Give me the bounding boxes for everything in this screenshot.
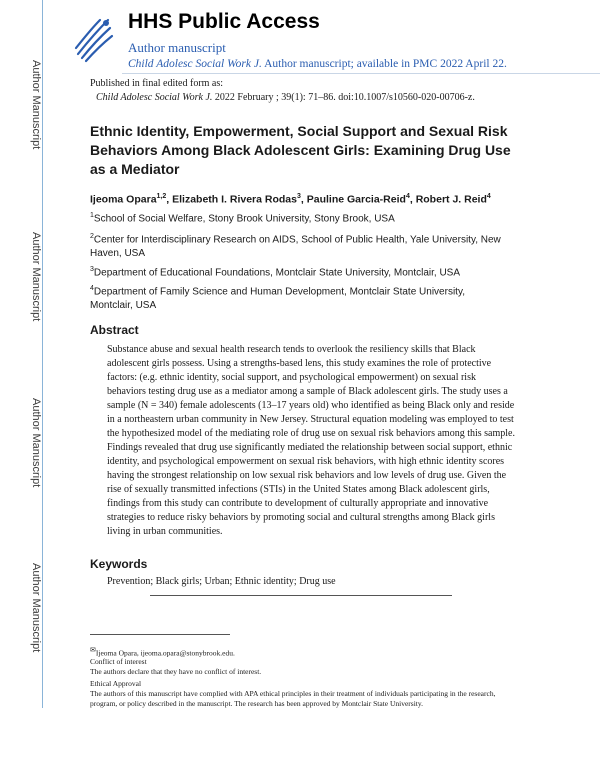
published-label: Published in final edited form as: bbox=[90, 78, 224, 89]
contact-footnote: ✉Ijeoma Opara, ijeoma.opara@stonybrook.edu. bbox=[90, 646, 235, 658]
affiliation-text: Department of Educational Foundations, Montclair State University, Montclair, USA bbox=[93, 267, 460, 279]
affiliation bbox=[90, 282, 510, 313]
abstract-heading: Abstract bbox=[90, 323, 139, 337]
paper-title: Ethnic Identity, Empowerment, Social Support and Sexual Risk Behaviors Among Black Adolescent Girls: Examining Drug Use as a Mediator bbox=[90, 123, 511, 177]
sidebar-label-2: Author Manuscript bbox=[30, 232, 42, 322]
author-name: Ijeoma Opara bbox=[90, 193, 157, 206]
affiliation bbox=[90, 209, 510, 226]
section-divider bbox=[150, 595, 452, 596]
journal-name: Child Adolesc Social Work J. bbox=[128, 58, 262, 70]
affiliation-sup: 1 bbox=[90, 212, 94, 219]
sidebar-label-3: Author Manuscript bbox=[30, 398, 42, 488]
citation-journal: Child Adolesc Social Work J. bbox=[96, 92, 213, 103]
author-name: Robert J. Reid bbox=[415, 193, 487, 206]
sidebar-divider bbox=[42, 0, 43, 708]
affiliation-text: Department of Family Science and Human Development, Montclair State University, Montclair, USA bbox=[90, 286, 465, 312]
keywords-body: Prevention; Black girls; Urban; Ethnic identity; Drug use bbox=[107, 576, 336, 587]
affiliation bbox=[90, 230, 510, 261]
affiliation-sup: 4 bbox=[90, 285, 94, 292]
ethics-text: The authors of this manuscript have complied with APA ethical principles in their treatment of individuals participating in the research, program, or policy described in the manuscript. The research has been approved by Montclair State University. bbox=[90, 689, 496, 708]
keywords-heading: Keywords bbox=[90, 557, 148, 571]
citation bbox=[96, 92, 475, 103]
affiliation bbox=[90, 263, 510, 280]
author-name: Pauline Garcia-Reid bbox=[306, 193, 406, 206]
conflict-heading: Conflict of interest bbox=[90, 657, 147, 666]
citation-details: 2022 February ; 39(1): 71–86. doi:10.1007/s10560-020-00706-z. bbox=[212, 92, 475, 103]
sidebar-label-4: Author Manuscript bbox=[30, 563, 42, 653]
author-sup: 1,2 bbox=[156, 193, 167, 200]
author-list: Ijeoma Opara$^{1,2}$, Elizabeth I. Rivera Rodas$^3$, Pauline Garcia-Reid$^4$, Robert J. Reid$^4$ bbox=[90, 193, 491, 206]
footnote-divider bbox=[90, 634, 230, 635]
sidebar-label-1: Author Manuscript bbox=[30, 60, 42, 150]
conflict-text: The authors declare that they have no conflict of interest. bbox=[90, 667, 262, 676]
header-divider bbox=[122, 73, 600, 74]
affiliation-text: School of Social Welfare, Stony Brook University, Stony Brook, USA bbox=[93, 213, 395, 225]
journal-availability bbox=[128, 58, 507, 70]
affiliation-text: Center for Interdisciplinary Research on AIDS, School of Public Health, Yale University, New Haven, USA bbox=[90, 234, 501, 260]
hhs-public-access-title: HHS Public Access bbox=[128, 10, 320, 33]
author-sup: 3 bbox=[296, 193, 301, 200]
author-name: Elizabeth I. Rivera Rodas bbox=[172, 193, 297, 206]
author-sup: 4 bbox=[405, 193, 410, 200]
availability-text: Author manuscript; available in PMC 2022 April 22. bbox=[261, 58, 507, 70]
abstract-body: Substance abuse and sexual health research tends to overlook the resiliency skills that Black adolescent girls possess. Using a strengths-based lens, this study examines the role of protective factors: (e.g. ethnic identity, social support, and psychological empowerment) on sexual risk behaviors testing drug use as a mediator among a sample of Black adolescent girls. The study uses a sample (N = 340) female adolescents (13–17 years old) who identified as being Black only and reside in a northeastern urban community in New Jersey. Structural equation modeling was employed to test the hypothesized model of the mediating role of drug use on sexual risk behaviors among this sample. Findings revealed that drug use significantly mediated the relationship between social support, ethnic identity, and psychological empowerment on sexual risk behaviors, with high ethnic identity scores having the strongest relationship on low sexual risk behaviors and low levels of drug use. Given the rise of sexually transmitted infections (STIs) in the United States among Black adolescent girls, findings from this study can contribute to development of culturally appropriate and innovative strategies to reduce risky behaviors by promoting social and cultural strengths among Black girls living in urban communities. bbox=[107, 344, 515, 537]
author-sup: 4 bbox=[486, 193, 491, 200]
affiliation-sup: 3 bbox=[90, 266, 94, 273]
author-manuscript-label: Author manuscript bbox=[128, 40, 226, 55]
ethics-heading: Ethical Approval bbox=[90, 679, 142, 688]
affiliation-sup: 2 bbox=[90, 233, 94, 240]
hhs-eagle-logo-icon bbox=[70, 14, 116, 66]
contact-text: Ijeoma Opara, ijeoma.opara@stonybrook.edu. bbox=[95, 648, 235, 658]
